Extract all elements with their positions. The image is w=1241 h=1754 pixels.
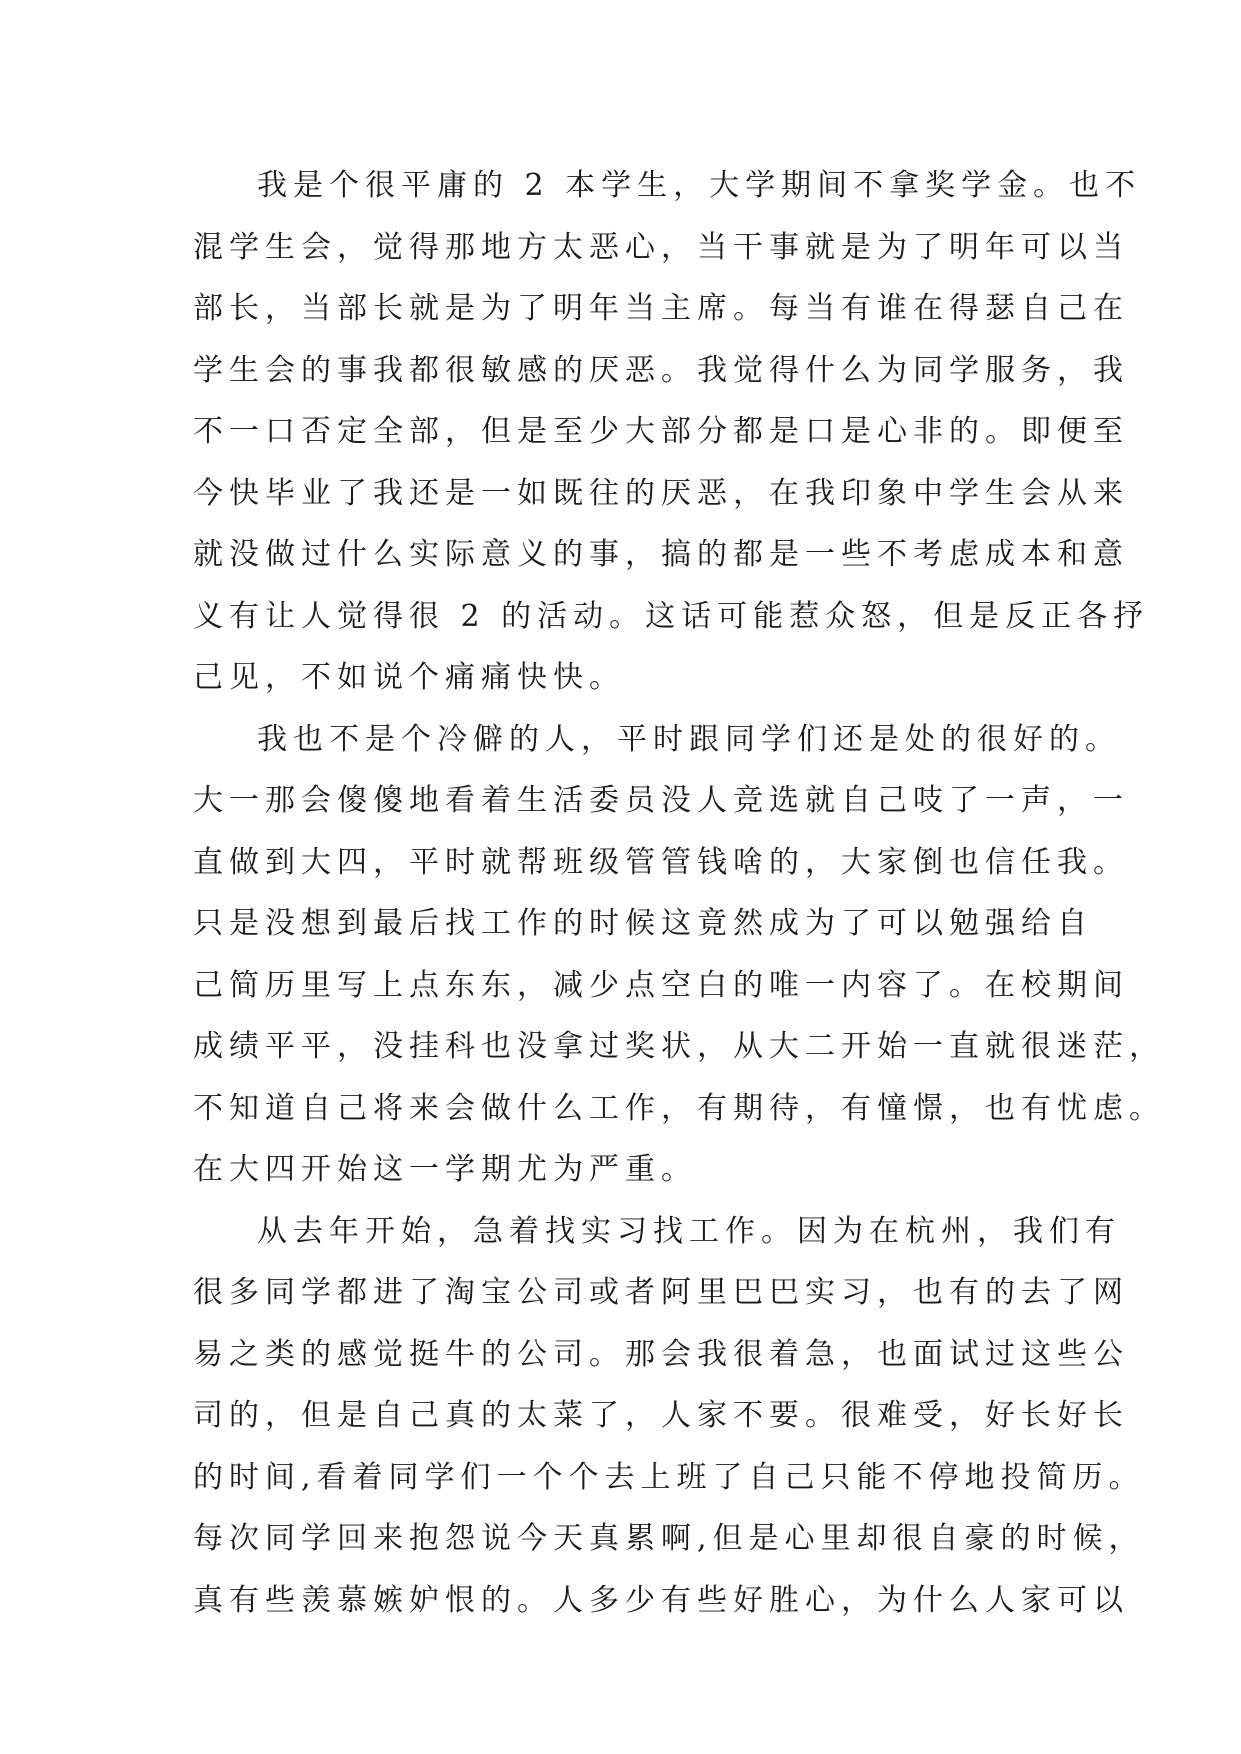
text-line: 只是没想到最后找工作的时候这竟然成为了可以勉强给自 [193, 906, 1093, 941]
text-line: 每次同学回来抱怨说今天真累啊,但是心里却很自豪的时候， [193, 1521, 1145, 1556]
text-line: 很多同学都进了淘宝公司或者阿里巴巴实习，也有的去了网 [193, 1275, 1129, 1310]
text-line: 成绩平平，没挂科也没拿过奖状，从大二开始一直就很迷茫， [193, 1029, 1165, 1064]
paragraph-2 [193, 709, 1165, 1201]
text-line: 在大四开始这一学期尤为严重。 [193, 1152, 697, 1187]
text-line: 从去年开始，急着找实习找工作。因为在杭州，我们有 [257, 1213, 1121, 1249]
document-body [193, 155, 1165, 1631]
text-line: 真有些羡慕嫉妒恨的。人多少有些好胜心，为什么人家可以 [193, 1582, 1129, 1618]
text-line: 学生会的事我都很敏感的厌恶。我觉得什么为同学服务，我 [193, 352, 1129, 388]
text-line: 部长，当部长就是为了明年当主席。每当有谁在得瑟自己在 [193, 291, 1129, 326]
text-line: 我是个很平庸的 2 本学生，大学期间不拿奖学金。也不 [257, 168, 1142, 203]
paragraph-3 [193, 1201, 1145, 1632]
text-line: 我也不是个冷僻的人，平时跟同学们还是处的很好的。 [257, 721, 1121, 757]
text-line: 就没做过什么实际意义的事，搞的都是一些不考虑成本和意 [193, 537, 1129, 572]
paragraph-1 [193, 155, 1150, 709]
text-line: 义有让人觉得很 2 的活动。这话可能惹众怒，但是反正各抒 [193, 598, 1150, 634]
text-line: 己简历里写上点东东，减少点空白的唯一内容了。在校期间 [193, 967, 1129, 1003]
text-line: 直做到大四，平时就帮班级管管钱啥的，大家倒也信任我。 [193, 844, 1129, 880]
text-line: 大一那会傻傻地看着生活委员没人竞选就自己吱了一声，一 [193, 783, 1129, 818]
text-line: 易之类的感觉挺牛的公司。那会我很着急，也面试过这些公 [193, 1336, 1129, 1372]
text-line: 今快毕业了我还是一如既往的厌恶，在我印象中学生会从来 [193, 475, 1129, 511]
text-line: 的时间,看着同学们一个个去上班了自己只能不停地投简历。 [193, 1459, 1145, 1495]
text-line: 己见，不如说个痛痛快快。 [193, 660, 625, 695]
text-line: 混学生会，觉得那地方太恶心，当干事就是为了明年可以当 [193, 229, 1129, 265]
text-line: 不一口否定全部，但是至少大部分都是口是心非的。即便至 [193, 414, 1129, 449]
text-line: 不知道自己将来会做什么工作，有期待，有憧憬，也有忧虑。 [193, 1090, 1165, 1126]
text-line: 司的，但是自己真的太菜了，人家不要。很难受，好长好长 [193, 1398, 1129, 1433]
